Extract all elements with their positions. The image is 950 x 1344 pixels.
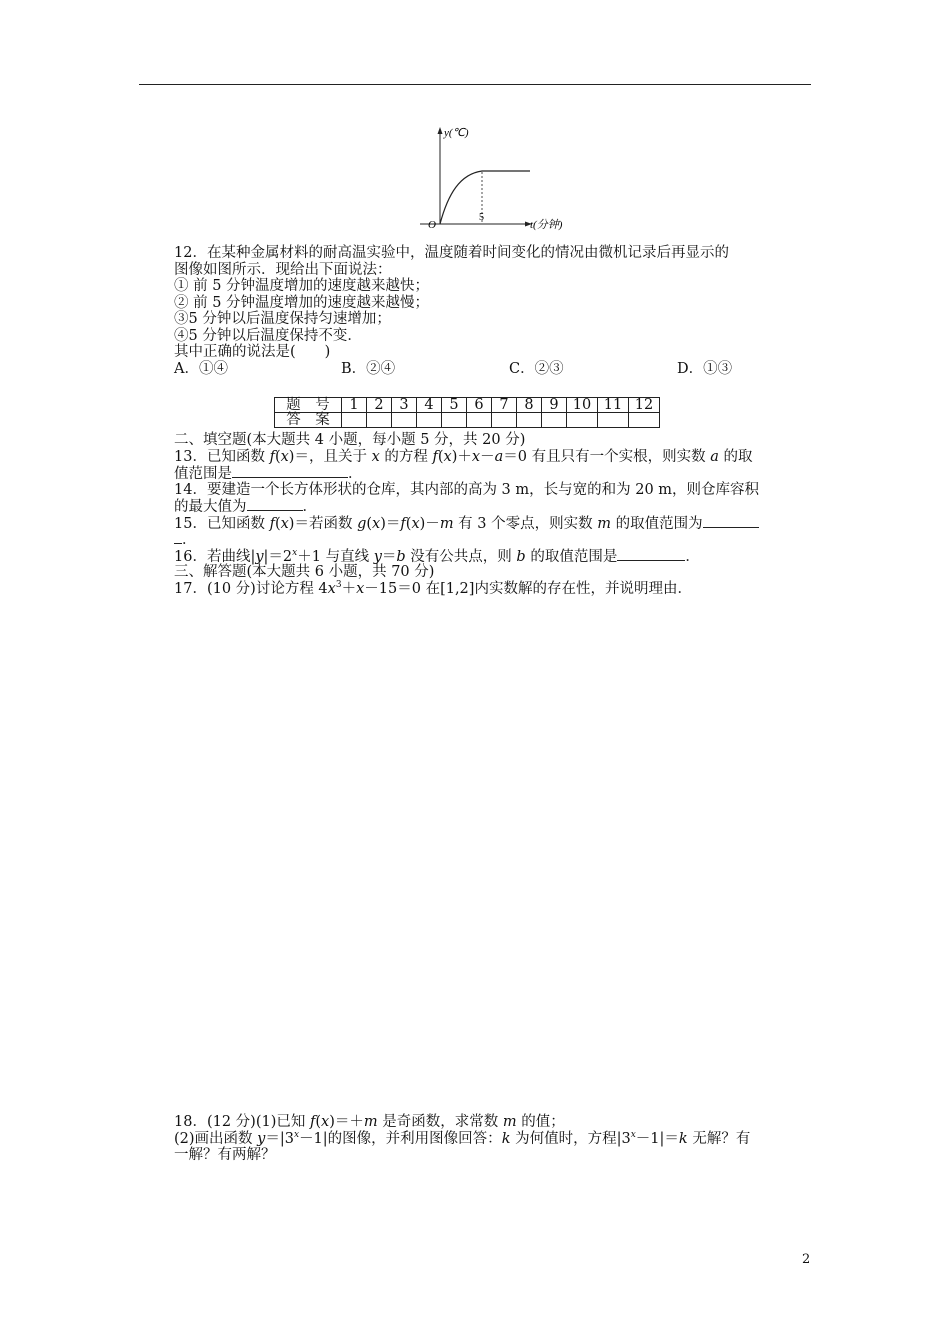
q18-line2: (2)画出函数 $y=|3^x-1|$的图像，并利用图像回答：k 为何值时，方程$|3^x-1|=k$ 无解？有 [174, 1129, 751, 1147]
table-number-cell: 10 [567, 398, 598, 413]
q15-answer-blank-cont[interactable] [174, 531, 182, 544]
table-number-cell: 1 [342, 398, 367, 413]
option-b: B．②④ [341, 360, 396, 377]
table-number-cell: 7 [492, 398, 517, 413]
q16-answer-blank[interactable] [617, 548, 685, 561]
q15-line1: 15．已知函数 f(x)＝若函数 g(x)＝f(x)－m 有 3 个零点，则实数 m 的取值范围为 [174, 515, 814, 532]
answer-cell[interactable] [492, 413, 517, 428]
section-3-heading: 三、解答题(本大题共 6 小题，共 70 分) [174, 564, 435, 580]
q12-statement-1: ① 前 5 分钟温度增加的速度越来越快； [174, 278, 430, 294]
table-number-cell: 8 [517, 398, 542, 413]
q18-line3: 一解？有两解？ [174, 1147, 276, 1163]
q15-answer-blank[interactable] [703, 515, 759, 528]
table-number-cell: 9 [542, 398, 567, 413]
q12-statement-2: ② 前 5 分钟温度增加的速度越来越慢； [174, 294, 430, 311]
table-number-cell: 11 [598, 398, 629, 413]
question-18 [174, 1114, 814, 1164]
answer-table [274, 397, 660, 428]
table-number-cell: 4 [417, 398, 442, 413]
q13-answer-blank[interactable] [232, 465, 348, 478]
answer-table-answer-row [275, 413, 660, 428]
y-axis-arrow [438, 127, 443, 134]
answer-cell[interactable] [342, 413, 367, 428]
q13-line2: 值范围是 ． [174, 466, 363, 482]
q16-line: 16．若曲线$|y|=2^x+1$ 与直线 y＝b 没有公共点，则 b 的取值范围是 ． [174, 547, 700, 565]
answer-cell[interactable] [367, 413, 392, 428]
q12-prompt: 其中正确的说法是( ) [174, 344, 331, 360]
x-axis-label: t(分钟) [530, 219, 563, 231]
answer-cell[interactable] [417, 413, 442, 428]
answer-cell[interactable] [598, 413, 629, 428]
page-number: 2 [802, 1252, 811, 1267]
table-header-number: 题 号 [275, 398, 342, 413]
option-d: D．①③ [677, 360, 733, 377]
answer-cell[interactable] [517, 413, 542, 428]
q18-line1: 18．(12 分)(1)已知 f(x)＝＋m 是奇函数，求常数 m 的值； [174, 1114, 565, 1130]
table-number-cell: 12 [629, 398, 660, 413]
q14-line1: 14．要建造一个长方体形状的仓库，其内部的高为 3 m，长与宽的和为 20 m，则仓库容积 [174, 481, 760, 498]
answer-cell[interactable] [629, 413, 660, 428]
fill-in-section [174, 432, 814, 597]
answer-cell[interactable] [567, 413, 598, 428]
table-header-answer: 答 案 [275, 413, 342, 428]
q14-answer-blank[interactable] [247, 498, 303, 511]
answer-cell[interactable] [442, 413, 467, 428]
q12-line2: 图像如图所示．现给出下面说法： [174, 261, 392, 278]
answer-cell[interactable] [392, 413, 417, 428]
section-2-heading: 二、填空题(本大题共 4 小题，每小题 5 分，共 20 分) [174, 432, 526, 448]
answer-table-number-row [275, 398, 660, 413]
table-number-cell: 5 [442, 398, 467, 413]
q14-line2: 的最大值为 ． [174, 499, 317, 515]
q17-line: 17．(10 分)讨论方程 $4x^3+x-15=0$ 在[1,2]内实数解的存在性，并说明理由． [174, 579, 692, 597]
table-number-cell: 3 [392, 398, 417, 413]
answer-cell[interactable] [542, 413, 567, 428]
q12-options [174, 361, 814, 378]
answer-cell[interactable] [467, 413, 492, 428]
q12-line1: 12．在某种金属材料的耐高温实验中，温度随着时间变化的情况由微机记录后再显示的 [174, 245, 729, 261]
table-number-cell: 6 [467, 398, 492, 413]
q12-statement-3: ③5 分钟以后温度保持匀速增加； [174, 311, 391, 327]
x-tick-label: 5 [479, 212, 484, 223]
q15-line2: ． [174, 531, 814, 548]
q12-statement-4: ④5 分钟以后温度保持不变． [174, 327, 362, 344]
temperature-graph [412, 124, 592, 232]
y-axis-label: y(℃) [444, 127, 469, 139]
option-c: C．②③ [509, 360, 564, 377]
header-rule [139, 84, 811, 85]
temperature-curve [440, 171, 530, 224]
origin-label: O [428, 219, 436, 231]
table-number-cell: 2 [367, 398, 392, 413]
question-12 [174, 245, 814, 377]
q13-line1: 13．已知函数 f(x)＝，且关于 x 的方程 f(x)＋x－a＝0 有且只有一个实根，则实数 a 的取 [174, 448, 753, 465]
option-a: A．①④ [174, 360, 228, 377]
